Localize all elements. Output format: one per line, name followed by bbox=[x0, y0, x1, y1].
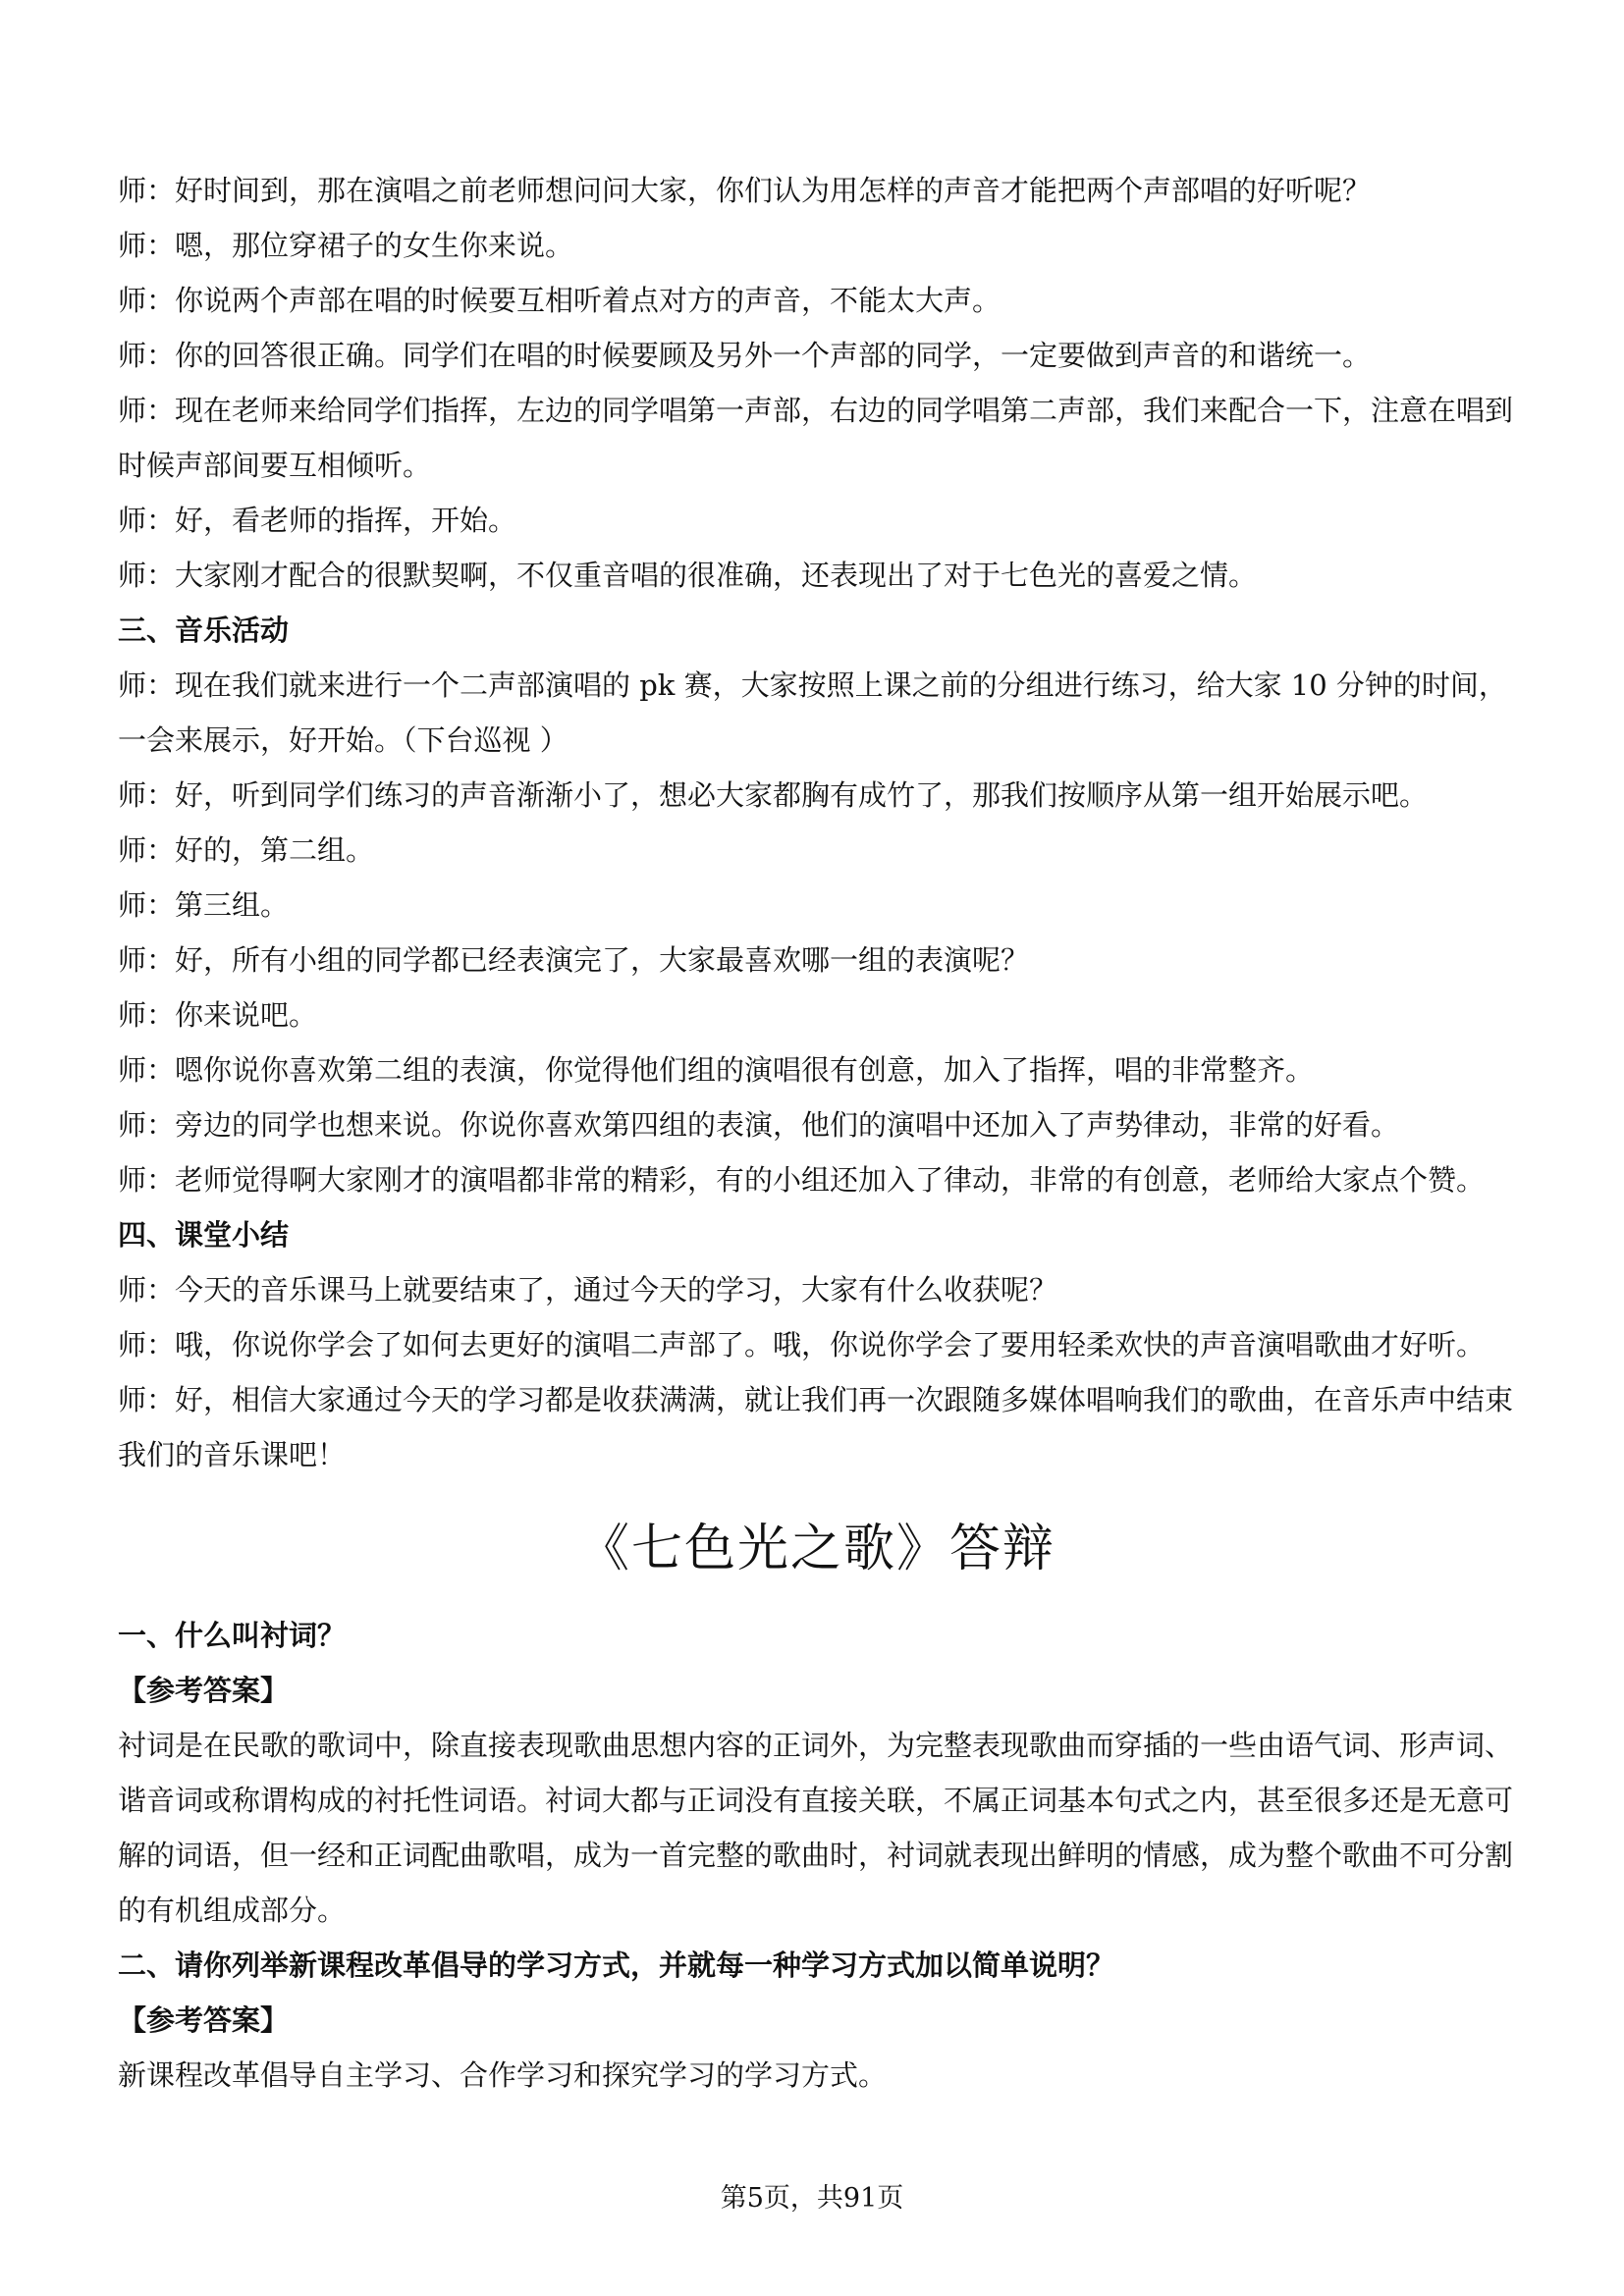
paragraph: 师：大家刚才配合的很默契啊，不仅重音唱的很准确，还表现出了对于七色光的喜爱之情。 bbox=[118, 559, 1258, 592]
paragraph: 师：好的，第二组。 bbox=[118, 833, 375, 867]
paragraph: 师：第三组。 bbox=[118, 888, 290, 922]
page-number: 第5页，共91页 bbox=[720, 2183, 904, 2214]
paragraph: 师：旁边的同学也想来说。你说你喜欢第四组的表演，他们的演唱中还加入了声势律动，非常的好看。 bbox=[118, 1108, 1400, 1142]
paragraph: 师：今天的音乐课马上就要结束了，通过今天的学习，大家有什么收获呢？ bbox=[118, 1273, 1058, 1307]
answer-1: 衬词是在民歌的歌词中，除直接表现歌曲思想内容的正词外，为完整表现歌曲而穿插的一些由语气词、形声词、谐音词或称谓构成的衬托性词语。衬词大都与正词没有直接关联，不属正词基本句式之内，甚至很多还是无意可解的词语，但一经和正词配曲歌唱，成为一首完整的歌曲时，衬词就表现出鲜明的情感，成为整个歌曲不可分割的有机组成部分。 bbox=[118, 1729, 1514, 1927]
paragraph: 师：现在我们就来进行一个二声部演唱的 pk 赛，大家按照上课之前的分组进行练习，给大家 10 分钟的时间，一会来展示，好开始。（下台巡视 ） bbox=[118, 668, 1507, 757]
paragraph: 师：你来说吧。 bbox=[118, 998, 318, 1032]
paragraph: 师：好，听到同学们练习的声音渐渐小了，想必大家都胸有成竹了，那我们按顺序从第一组开始展示吧。 bbox=[118, 778, 1429, 812]
paragraph: 师：哦，你说你学会了如何去更好的演唱二声部了。哦，你说你学会了要用轻柔欢快的声音演唱歌曲才好听。 bbox=[118, 1328, 1486, 1362]
answer-2: 新课程改革倡导自主学习、合作学习和探究学习的学习方式。 bbox=[118, 2058, 888, 2092]
question-2: 二、请你列举新课程改革倡导的学习方式，并就每一种学习方式加以简单说明？ bbox=[118, 1949, 1115, 1982]
paragraph: 师：好时间到，那在演唱之前老师想问问大家，你们认为用怎样的声音才能把两个声部唱的好听呢？ bbox=[118, 174, 1372, 207]
paragraph: 师：老师觉得啊大家刚才的演唱都非常的精彩，有的小组还加入了律动，非常的有创意，老师给大家点个赞。 bbox=[118, 1163, 1486, 1197]
paragraph: 师：你说两个声部在唱的时候要互相听着点对方的声音，不能太大声。 bbox=[118, 284, 1001, 317]
section-heading-music-activity: 三、音乐活动 bbox=[118, 614, 290, 647]
defense-title: 《七色光之歌》答辩 bbox=[577, 1520, 1056, 1578]
question-1: 一、什么叫衬词？ bbox=[118, 1619, 347, 1652]
document-page bbox=[118, 163, 1516, 2103]
paragraph: 师：嗯你说你喜欢第二组的表演，你觉得他们组的演唱很有创意，加入了指挥，唱的非常整齐。 bbox=[118, 1053, 1315, 1087]
paragraph: 师：好，相信大家通过今天的学习都是收获满满，就让我们再一次跟随多媒体唱响我们的歌曲，在音乐声中结束我们的音乐课吧！ bbox=[118, 1383, 1514, 1471]
answer-label-1: 【参考答案】 bbox=[118, 1674, 290, 1707]
answer-label-2: 【参考答案】 bbox=[118, 2003, 290, 2037]
paragraph: 师：好，看老师的指挥，开始。 bbox=[118, 504, 517, 537]
paragraph: 师：好，所有小组的同学都已经表演完了，大家最喜欢哪一组的表演呢？ bbox=[118, 943, 1030, 977]
paragraph: 师：现在老师来给同学们指挥，左边的同学唱第一声部，右边的同学唱第二声部，我们来配合一下，注意在唱到时候声部间要互相倾听。 bbox=[118, 394, 1514, 482]
paragraph: 师：嗯，那位穿裙子的女生你来说。 bbox=[118, 229, 574, 262]
paragraph: 师：你的回答很正确。同学们在唱的时候要顾及另外一个声部的同学，一定要做到声音的和谐统一。 bbox=[118, 339, 1372, 372]
section-heading-class-summary: 四、课堂小结 bbox=[118, 1218, 290, 1252]
